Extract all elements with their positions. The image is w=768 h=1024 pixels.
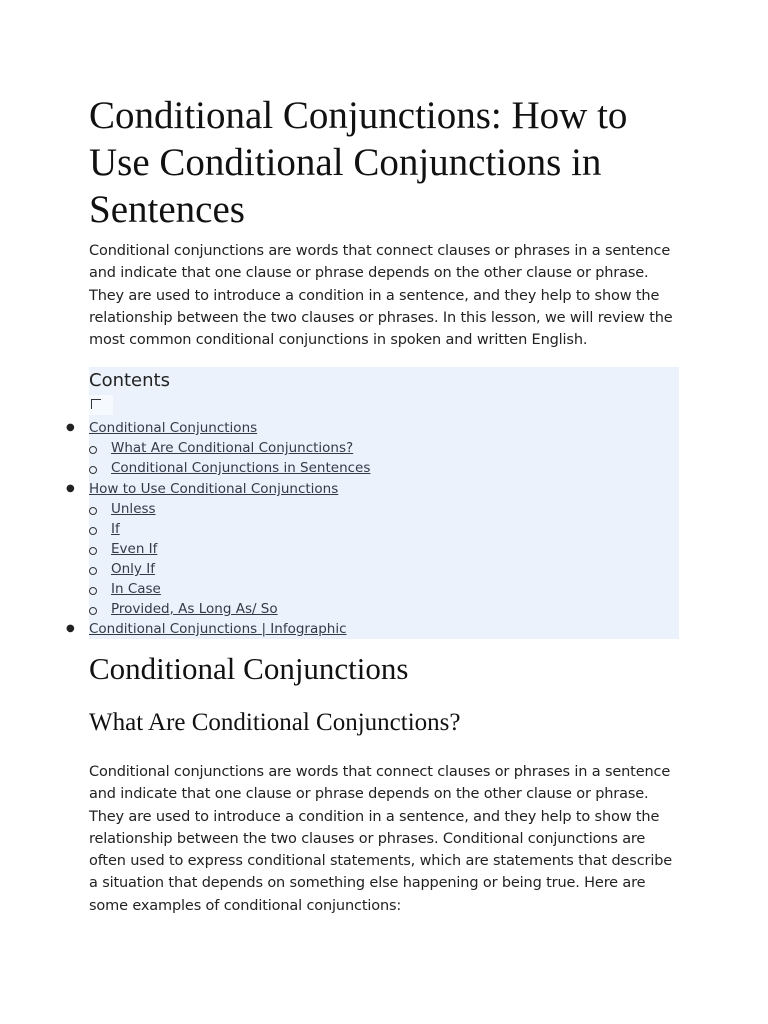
section-paragraph: Conditional conjunctions are words that connect clauses or phrases in a sentence and indicate that one clause or phrase depends on the other clause or phrase. They are used to introduce a condition in a sentence, and they help to show the relationship between the two clauses or phrases. Conditional conjunctions are often used to express conditional statements, which are statements that describe a situation that depends on something else happening or being true. Here are some examples of conditional conjunctions: (89, 764, 673, 914)
toc-link-label[interactable]: Conditional Conjunctions in Sentences (111, 460, 371, 476)
toggle-icon (91, 399, 101, 409)
toc-link-label[interactable]: What Are Conditional Conjunctions? (111, 440, 354, 456)
intro-paragraph: Conditional conjunctions are words that connect clauses or phrases in a sentence and indicate that one clause or phrase depends on the other clause or phrase. They are used to introduce a condition in a sentence, and they help to show the relationship between the two clauses or phrases. In this lesson, we will review the most common conditional conjunctions in spoken and written English. (89, 243, 673, 349)
sub-bullet-icon (89, 607, 97, 615)
toc-link-what-are[interactable] (111, 439, 353, 457)
toc-link-label[interactable]: Even If (111, 541, 158, 557)
toc-link-infographic[interactable] (89, 620, 347, 638)
toc-link-label[interactable]: Provided, As Long As/ So (111, 601, 278, 617)
toc-link-label[interactable]: In Case (111, 581, 161, 597)
sub-bullet-icon (89, 527, 97, 535)
toc-link-if[interactable] (111, 520, 120, 538)
bullet-icon: ● (66, 483, 75, 494)
sub-bullet-icon (89, 466, 97, 474)
toc-link-even-if[interactable] (111, 540, 157, 558)
sub-bullet-icon (89, 547, 97, 555)
sub-bullet-icon (89, 446, 97, 454)
toc-link-label[interactable]: Conditional Conjunctions | Infographic (89, 621, 347, 637)
toc-link-unless[interactable] (111, 500, 156, 518)
toc-link-only-if[interactable] (111, 560, 155, 578)
toc-link-label[interactable]: Conditional Conjunctions (89, 420, 258, 436)
sub-bullet-icon (89, 507, 97, 515)
toc-link-label[interactable]: Only If (111, 561, 155, 577)
toc-heading: Contents (89, 370, 170, 391)
toc-link-conditional-conjunctions[interactable] (89, 419, 257, 437)
bullet-icon: ● (66, 422, 75, 433)
toc-link-in-case[interactable] (111, 580, 161, 598)
sub-bullet-icon (89, 567, 97, 575)
section-heading: Conditional Conjunctions (89, 651, 409, 686)
article-title: Conditional Conjunctions: How to Use Conditional Conjunctions in Sentences (89, 94, 628, 231)
table-of-contents (66, 367, 679, 639)
toc-link-provided[interactable] (111, 600, 278, 618)
toc-link-label[interactable]: How to Use Conditional Conjunctions (89, 481, 339, 497)
toc-link-in-sentences[interactable] (111, 459, 370, 477)
article (66, 92, 681, 914)
subsection-heading: What Are Conditional Conjunctions? (89, 709, 461, 736)
sub-bullet-icon (89, 587, 97, 595)
toc-link-label[interactable]: Unless (111, 501, 156, 517)
toc-toggle[interactable] (89, 395, 113, 415)
toc-link-label[interactable]: If (111, 521, 120, 537)
bullet-icon: ● (66, 623, 75, 634)
toc-link-how-to-use[interactable] (89, 480, 338, 498)
